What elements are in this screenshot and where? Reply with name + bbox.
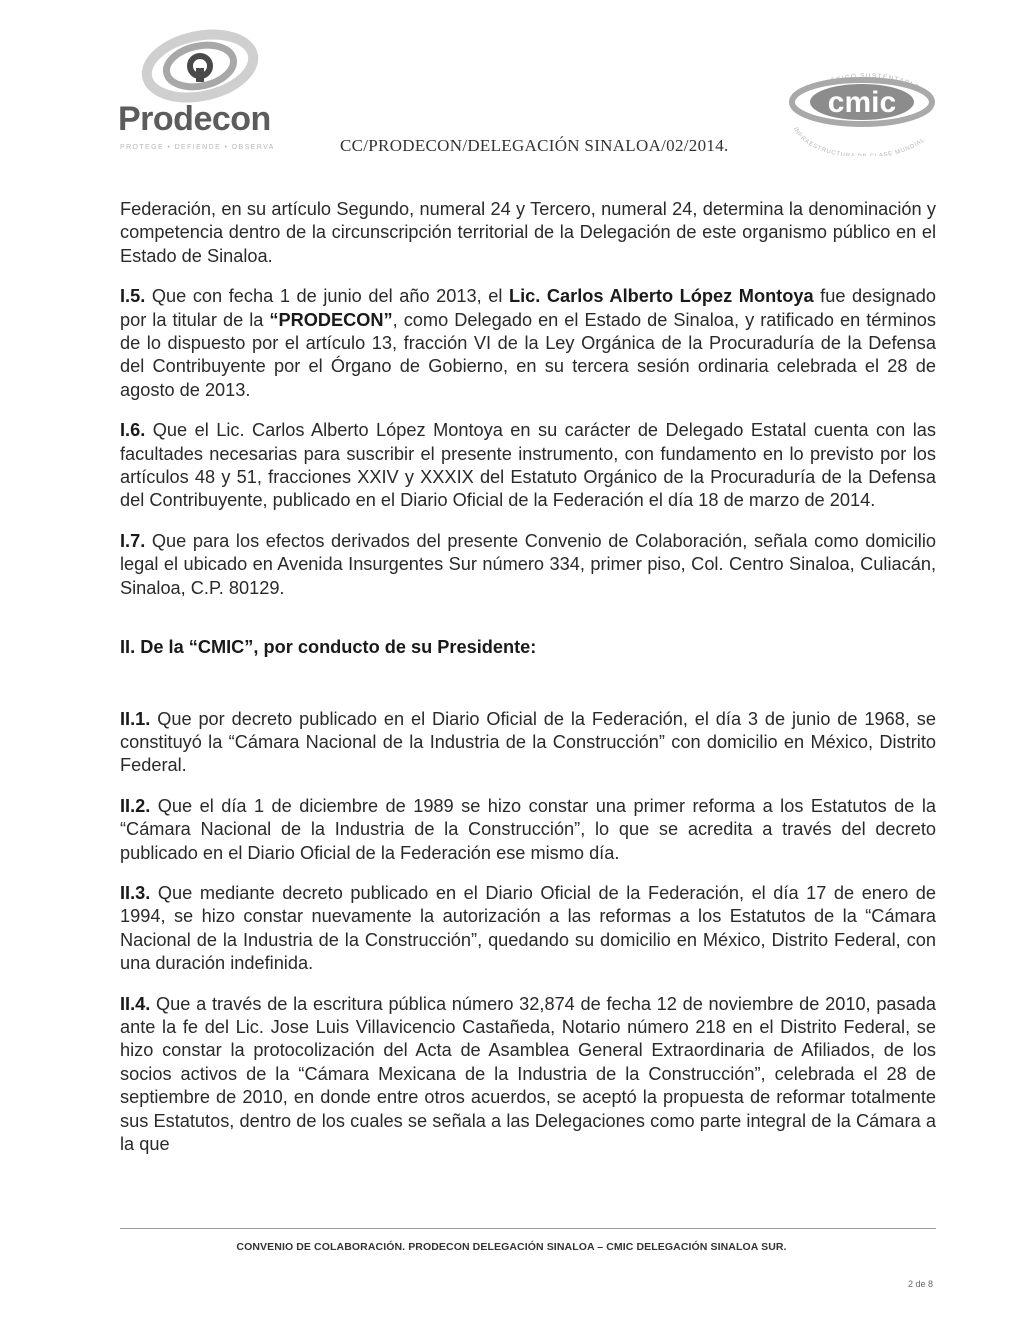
paragraph-continued: Federación, en su artículo Segundo, numeral 24 y Tercero, numeral 24, determina la denominación y competencia dentro de la circunscripción territorial de la Delegación de este organismo público en el Estado de Sinaloa. (120, 199, 936, 266)
page-number: 2 de 8 (908, 1279, 934, 1289)
clause-label: II.1. (120, 708, 151, 729)
paragraph-ii4: II.4. Que a través de la escritura pública número 32,874 de fecha 12 de noviembre de 2010, pasada ante la fe del Lic. Jose Luis Villavicencio Castañeda, Notario número 218 en el Distrito Federal, se hizo constar la protocolización del Acta de Asamblea General Extraordinaria de Afiliados, de los socios activos de la “Cámara Mexicana de la Industria de la Construcción”, celebrada el 28 de septiembre de 2010, en donde entre otros acuerdos, se aceptó la propuesta de reformar totalmente sus Estatutos, dentro de los cuales se señala a las Delegaciones como parte integral de la Cámara a la que (120, 993, 936, 1154)
page-header (0, 0, 1023, 170)
paragraph-ii3: II.3. Que mediante decreto publicado en el Diario Oficial de la Federación, el día 17 de enero de 1994, se hizo constar nuevamente la autorización a las reformas a los Estatutos de la “Cámara Nacional de la Industria de la Construcción”, quedando su domicilio en México, Distrito Federal, con una duración indefinida. (120, 882, 936, 974)
paragraph-i7: I.7. Que para los efectos derivados del presente Convenio de Colaboración, señala como domicilio legal el ubicado en Avenida Insurgentes Sur número 334, primer piso, Col. Centro Sinaloa, Culiacán, Sinaloa, C.P. 80129. (120, 530, 936, 598)
prodecon-tagline: PROTEGE • DEFIENDE • OBSERVA (120, 144, 275, 151)
document-reference: CC/PRODECON/DELEGACIÓN SINALOA/02/2014. (340, 136, 729, 155)
cmic-logo (778, 56, 948, 156)
clause-label: I.6. (120, 420, 146, 441)
paragraph-i6: I.6. Que el Lic. Carlos Alberto López Montoya en su carácter de Delegado Estatal cuenta con las facultades necesarias para suscribir el presente instrumento, con fundamento en lo previsto por los artículos 48 y 51, fracciones XXIV y XXXIX del Estatuto Orgánico de la Procuraduría de la Defensa del Contribuyente, publicado en el Diario Oficial de la Federación el día 18 de marzo de 2014. (120, 420, 936, 511)
section-heading: II. De la “CMIC”, por conducto de su Presidente: (120, 637, 537, 658)
svg-text:cmic: cmic (827, 86, 897, 119)
svg-text:MÉXICO SUSTENTABLE: MÉXICO SUSTENTABLE (823, 72, 921, 92)
svg-text:INFRAESTRUCTURA DE CLASE MUNDI: INFRAESTRUCTU ASE MUNDIAL (791, 126, 927, 156)
prodecon-emblem-icon (140, 26, 260, 104)
document-body (120, 198, 936, 1173)
prodecon-wordmark: Prodecon (118, 100, 271, 138)
paragraph-ii2: II.2. Que el día 1 de diciembre de 1989 se hizo constar una primer reforma a los Estatutos de la “Cámara Nacional de la Industria de la Construcción”, lo que se acredita a través del decreto publicado en el Diario Oficial de la Federación ese mismo día. (120, 795, 936, 863)
clause-label: II.4. (120, 993, 151, 1014)
clause-label: II.3. (120, 882, 151, 903)
clause-label: II.2. (120, 795, 151, 816)
clause-label: I.7. (120, 530, 146, 551)
paragraph-i5: I.5. Que con fecha 1 de junio del año 2013, el Lic. Carlos Alberto López Montoya fue designado por la titular de la “PRODECON”, como Delegado en el Estado de Sinaloa, y ratificado en términos de lo dispuesto por el artículo 13, fracción VI de la Ley Orgánica de la Procuraduría de la Defensa del Contribuyente por el Órgano de Gobierno, en su tercera sesión ordinaria celebrada el 28 de agosto de 2013. (120, 286, 936, 400)
cmic-emblem-icon (778, 56, 948, 156)
paragraph-ii1: II.1. Que por decreto publicado en el Diario Oficial de la Federación, el día 3 de junio de 1968, se constituyó la “Cámara Nacional de la Industria de la Construcción” con domicilio en México, Distrito Federal. (120, 708, 936, 776)
prodecon-logo (118, 26, 288, 156)
footer-text: CONVENIO DE COLABORACIÓN. PRODECON DELEGACIÓN SINALOA – CMIC DELEGACIÓN SINALOA SUR. (236, 1241, 787, 1253)
footer-divider (120, 1228, 936, 1229)
clause-label: I.5. (120, 286, 146, 307)
